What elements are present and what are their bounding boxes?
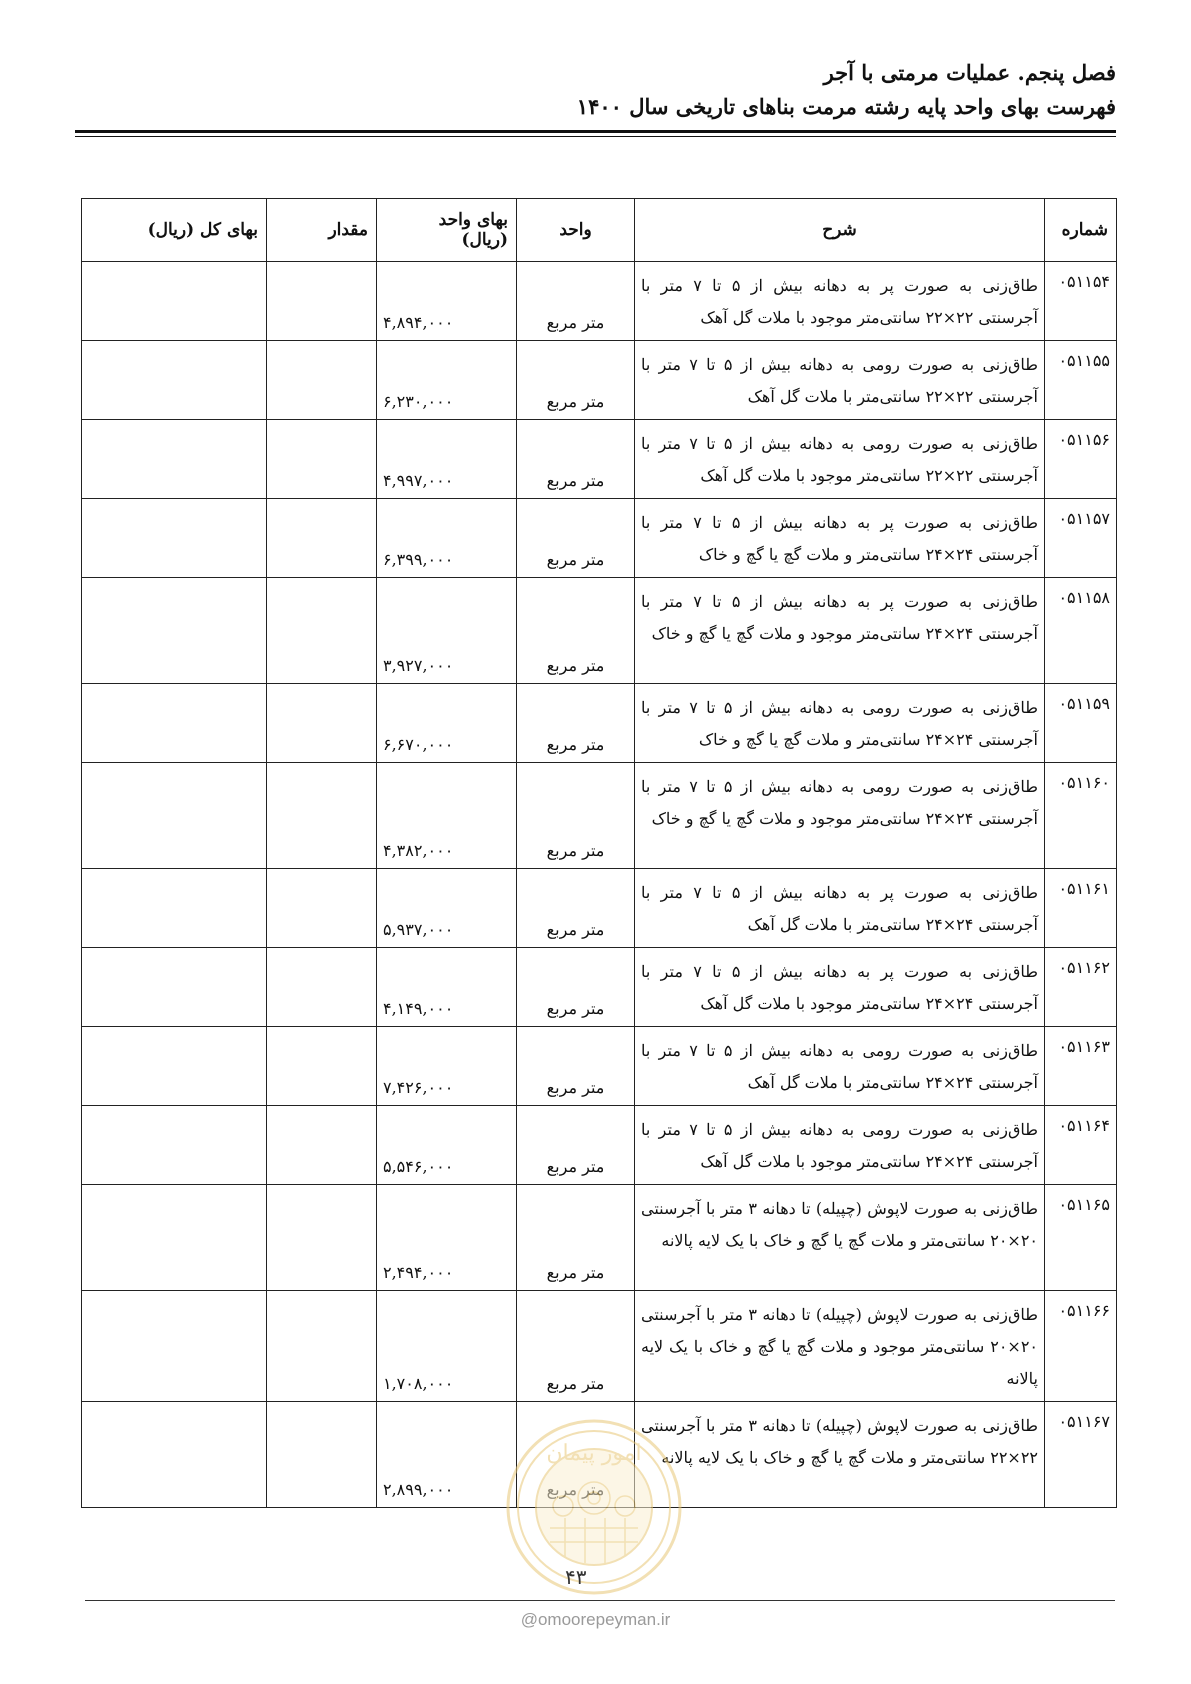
item-quantity <box>267 1106 377 1185</box>
item-description: طاق‌زنی به صورت لاپوش (چپیله) تا دهانه ۳ متر با آجرسنتی ۲۰×۲۰ سانتی‌متر و ملات گچ یا گچ و خاک با یک لایه پالانه <box>635 1185 1045 1291</box>
item-unit: متر مربع <box>517 1185 635 1291</box>
footer-rule <box>85 1600 1115 1601</box>
item-unit: متر مربع <box>517 1106 635 1185</box>
item-unit-price: ۴,۹۹۷,۰۰۰ <box>377 420 517 499</box>
item-description: طاق‌زنی به صورت رومی به دهانه بیش از ۵ تا ۷ متر با آجرسنتی ۲۴×۲۴ سانتی‌متر موجود و ملات گچ یا گچ و خاک <box>635 763 1045 869</box>
table-row <box>82 869 1117 948</box>
table-row <box>82 341 1117 420</box>
item-unit: متر مربع <box>517 948 635 1027</box>
seal-watermark <box>505 1418 683 1596</box>
item-unit-price: ۷,۴۲۶,۰۰۰ <box>377 1027 517 1106</box>
item-unit: متر مربع <box>517 499 635 578</box>
item-description: طاق‌زنی به صورت رومی به دهانه بیش از ۵ تا ۷ متر با آجرسنتی ۲۴×۲۴ سانتی‌متر با ملات گل آهک <box>635 1027 1045 1106</box>
item-total-price <box>82 1402 267 1508</box>
item-unit: متر مربع <box>517 341 635 420</box>
item-total-price <box>82 1027 267 1106</box>
item-quantity <box>267 1402 377 1508</box>
item-code: ۰۵۱۱۶۲ <box>1045 948 1117 1027</box>
watermark-url: @omoorepeyman.ir <box>520 1610 671 1629</box>
item-quantity <box>267 1185 377 1291</box>
item-code: ۰۵۱۱۵۵ <box>1045 341 1117 420</box>
item-total-price <box>82 578 267 684</box>
item-code: ۰۵۱۱۶۱ <box>1045 869 1117 948</box>
item-code: ۰۵۱۱۵۴ <box>1045 262 1117 341</box>
item-unit-price: ۲,۴۹۴,۰۰۰ <box>377 1185 517 1291</box>
column-header-quantity: مقدار <box>267 199 377 262</box>
item-unit: متر مربع <box>517 763 635 869</box>
item-code: ۰۵۱۱۵۹ <box>1045 684 1117 763</box>
item-quantity <box>267 1291 377 1402</box>
table-row <box>82 684 1117 763</box>
item-total-price <box>82 341 267 420</box>
page-header <box>577 58 1116 122</box>
item-unit: متر مربع <box>517 869 635 948</box>
column-header-code: شماره <box>1045 199 1117 262</box>
column-header-unit: واحد <box>517 199 635 262</box>
item-quantity <box>267 262 377 341</box>
item-unit-price: ۴,۳۸۲,۰۰۰ <box>377 763 517 869</box>
item-unit: متر مربع <box>517 420 635 499</box>
item-description: طاق‌زنی به صورت لاپوش (چپیله) تا دهانه ۳ متر با آجرسنتی ۲۲×۲۲ سانتی‌متر و ملات گچ یا گچ و خاک با یک لایه پالانه <box>635 1402 1045 1508</box>
item-total-price <box>82 948 267 1027</box>
item-code: ۰۵۱۱۶۴ <box>1045 1106 1117 1185</box>
item-quantity <box>267 948 377 1027</box>
item-quantity <box>267 578 377 684</box>
item-code: ۰۵۱۱۶۳ <box>1045 1027 1117 1106</box>
item-unit: متر مربع <box>517 684 635 763</box>
column-header-unit-price: بهای واحد (ریال) <box>377 199 517 262</box>
item-description: طاق‌زنی به صورت رومی به دهانه بیش از ۵ تا ۷ متر با آجرسنتی ۲۲×۲۲ سانتی‌متر موجود با ملات گل آهک <box>635 420 1045 499</box>
table-row <box>82 1027 1117 1106</box>
item-description: طاق‌زنی به صورت پر به دهانه بیش از ۵ تا ۷ متر با آجرسنتی ۲۴×۲۴ سانتی‌متر و ملات گچ یا گچ و خاک <box>635 499 1045 578</box>
item-total-price <box>82 1185 267 1291</box>
table-row <box>82 1185 1117 1291</box>
table-row <box>82 499 1117 578</box>
item-unit-price: ۳,۹۲۷,۰۰۰ <box>377 578 517 684</box>
item-total-price <box>82 499 267 578</box>
item-unit-price: ۶,۲۳۰,۰۰۰ <box>377 341 517 420</box>
item-unit: متر مربع <box>517 578 635 684</box>
table-row <box>82 420 1117 499</box>
item-total-price <box>82 262 267 341</box>
table-row <box>82 1291 1117 1402</box>
item-code: ۰۵۱۱۵۶ <box>1045 420 1117 499</box>
price-list-table <box>81 198 1117 1508</box>
item-unit: متر مربع <box>517 262 635 341</box>
table-row <box>82 763 1117 869</box>
item-code: ۰۵۱۱۵۷ <box>1045 499 1117 578</box>
item-code: ۰۵۱۱۶۶ <box>1045 1291 1117 1402</box>
item-unit-price: ۶,۶۷۰,۰۰۰ <box>377 684 517 763</box>
item-unit-price: ۱,۷۰۸,۰۰۰ <box>377 1291 517 1402</box>
item-description: طاق‌زنی به صورت لاپوش (چپیله) تا دهانه ۳ متر با آجرسنتی ۲۰×۲۰ سانتی‌متر موجود و ملات گچ یا گچ و خاک با یک لایه پالانه <box>635 1291 1045 1402</box>
header-rule-thin <box>75 136 1116 137</box>
item-total-price <box>82 684 267 763</box>
table-row <box>82 1106 1117 1185</box>
item-unit: متر مربع <box>517 1291 635 1402</box>
table-row <box>82 948 1117 1027</box>
item-total-price <box>82 763 267 869</box>
item-code: ۰۵۱۱۶۰ <box>1045 763 1117 869</box>
item-unit: متر مربع <box>517 1027 635 1106</box>
item-total-price <box>82 869 267 948</box>
item-unit-price: ۶,۳۹۹,۰۰۰ <box>377 499 517 578</box>
item-code: ۰۵۱۱۵۸ <box>1045 578 1117 684</box>
item-description: طاق‌زنی به صورت پر به دهانه بیش از ۵ تا ۷ متر با آجرسنتی ۲۴×۲۴ سانتی‌متر با ملات گل آهک <box>635 869 1045 948</box>
header-rule-thick <box>75 130 1116 133</box>
item-quantity <box>267 869 377 948</box>
item-unit-price: ۴,۱۴۹,۰۰۰ <box>377 948 517 1027</box>
item-description: طاق‌زنی به صورت پر به دهانه بیش از ۵ تا ۷ متر با آجرسنتی ۲۲×۲۲ سانتی‌متر موجود با ملات گل آهک <box>635 262 1045 341</box>
item-description: طاق‌زنی به صورت پر به دهانه بیش از ۵ تا ۷ متر با آجرسنتی ۲۴×۲۴ سانتی‌متر موجود و ملات گچ یا گچ و خاک <box>635 578 1045 684</box>
item-unit-price: ۲,۸۹۹,۰۰۰ <box>377 1402 517 1508</box>
item-total-price <box>82 1106 267 1185</box>
item-quantity <box>267 763 377 869</box>
table-row <box>82 262 1117 341</box>
item-unit-price: ۵,۹۳۷,۰۰۰ <box>377 869 517 948</box>
page-number: ۴۳ <box>565 1565 587 1589</box>
item-quantity <box>267 341 377 420</box>
table-row <box>82 578 1117 684</box>
table-header-row <box>82 199 1117 262</box>
column-header-total-price: بهای کل (ریال) <box>82 199 267 262</box>
document-subtitle: فهرست بهای واحد پایه رشته مرمت بناهای تاریخی سال ۱۴۰۰ <box>576 94 1116 119</box>
seal-text: امور پیمان <box>546 1441 642 1466</box>
item-quantity <box>267 499 377 578</box>
item-quantity <box>267 1027 377 1106</box>
item-unit-price: ۵,۵۴۶,۰۰۰ <box>377 1106 517 1185</box>
item-total-price <box>82 420 267 499</box>
item-description: طاق‌زنی به صورت رومی به دهانه بیش از ۵ تا ۷ متر با آجرسنتی ۲۴×۲۴ سانتی‌متر موجود با ملات گل آهک <box>635 1106 1045 1185</box>
item-description: طاق‌زنی به صورت رومی به دهانه بیش از ۵ تا ۷ متر با آجرسنتی ۲۴×۲۴ سانتی‌متر و ملات گچ یا گچ و خاک <box>635 684 1045 763</box>
chapter-title: فصل پنجم. عملیات مرمتی با آجر <box>823 60 1116 85</box>
item-code: ۰۵۱۱۶۷ <box>1045 1402 1117 1508</box>
column-header-description: شرح <box>635 199 1045 262</box>
item-quantity <box>267 684 377 763</box>
item-total-price <box>82 1291 267 1402</box>
item-description: طاق‌زنی به صورت پر به دهانه بیش از ۵ تا ۷ متر با آجرسنتی ۲۴×۲۴ سانتی‌متر موجود با ملات گل آهک <box>635 948 1045 1027</box>
item-unit-price: ۴,۸۹۴,۰۰۰ <box>377 262 517 341</box>
item-quantity <box>267 420 377 499</box>
item-description: طاق‌زنی به صورت رومی به دهانه بیش از ۵ تا ۷ متر با آجرسنتی ۲۲×۲۲ سانتی‌متر با ملات گل آهک <box>635 341 1045 420</box>
item-code: ۰۵۱۱۶۵ <box>1045 1185 1117 1291</box>
